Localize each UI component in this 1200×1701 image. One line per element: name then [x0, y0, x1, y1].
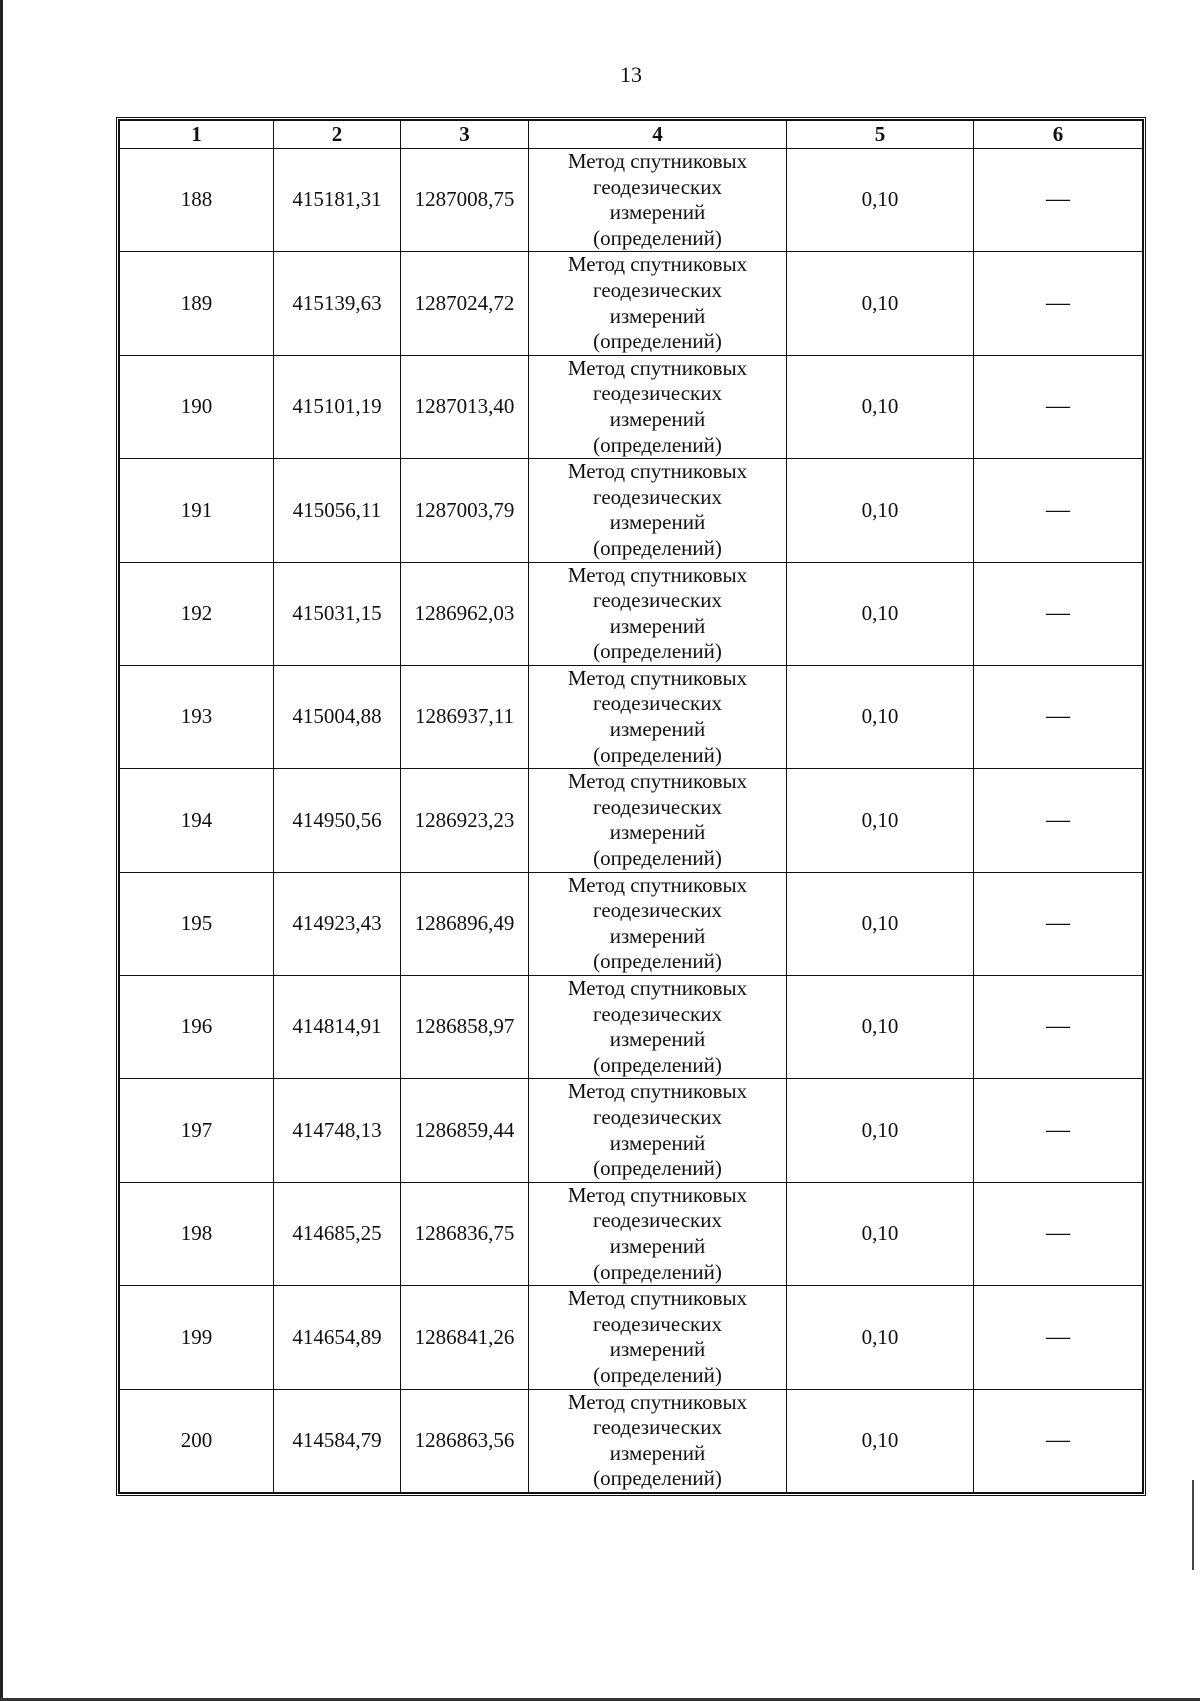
table-row — [120, 1286, 1143, 1389]
table-row — [120, 872, 1143, 975]
y-coordinate-cell: 1286937,11 — [401, 665, 529, 768]
x-coordinate-cell: 415181,31 — [274, 149, 401, 252]
y-coordinate-cell: 1287013,40 — [401, 355, 529, 458]
table-row — [120, 769, 1143, 872]
point-number-cell: 198 — [120, 1182, 274, 1285]
y-coordinate-cell: 1286863,56 — [401, 1389, 529, 1492]
method-line: Метод спутниковых — [567, 872, 748, 897]
table-body — [120, 149, 1143, 1493]
note-cell: — — [974, 769, 1143, 872]
note-cell: — — [974, 1182, 1143, 1285]
method-line: Метод спутниковых — [567, 459, 748, 484]
table-row — [120, 252, 1143, 355]
header-cell-1: 1 — [120, 121, 274, 149]
method-line: (определений) — [593, 535, 722, 560]
method-cell — [529, 562, 787, 665]
method-line: геодезических — [592, 381, 722, 406]
point-number-cell: 195 — [120, 872, 274, 975]
method-line: геодезических — [592, 794, 722, 819]
method-line: Метод спутниковых — [567, 355, 748, 380]
y-coordinate-cell: 1286923,23 — [401, 769, 529, 872]
x-coordinate-cell: 415139,63 — [274, 252, 401, 355]
y-coordinate-cell: 1287024,72 — [401, 252, 529, 355]
x-coordinate-cell: 415056,11 — [274, 459, 401, 562]
method-line: (определений) — [593, 329, 722, 354]
table-row — [120, 1389, 1143, 1492]
note-cell: — — [974, 1389, 1143, 1492]
method-line: (определений) — [593, 1362, 722, 1387]
method-line: измерений — [609, 923, 706, 948]
accuracy-cell: 0,10 — [787, 149, 974, 252]
point-number-cell: 197 — [120, 1079, 274, 1182]
method-line: (определений) — [593, 432, 722, 457]
method-line: (определений) — [593, 949, 722, 974]
table-row — [120, 459, 1143, 562]
accuracy-cell: 0,10 — [787, 976, 974, 1079]
method-cell — [529, 459, 787, 562]
accuracy-cell: 0,10 — [787, 562, 974, 665]
x-coordinate-cell: 415101,19 — [274, 355, 401, 458]
table-row — [120, 976, 1143, 1079]
point-number-cell: 199 — [120, 1286, 274, 1389]
method-line: измерений — [609, 1027, 706, 1052]
note-cell: — — [974, 355, 1143, 458]
point-number-cell: 193 — [120, 665, 274, 768]
y-coordinate-cell: 1286896,49 — [401, 872, 529, 975]
x-coordinate-cell: 414685,25 — [274, 1182, 401, 1285]
accuracy-cell: 0,10 — [787, 1286, 974, 1389]
point-number-cell: 196 — [120, 976, 274, 1079]
header-cell-6: 6 — [974, 121, 1143, 149]
point-number-cell: 189 — [120, 252, 274, 355]
method-line: измерений — [609, 717, 706, 742]
method-cell — [529, 1286, 787, 1389]
accuracy-cell: 0,10 — [787, 769, 974, 872]
method-line: измерений — [609, 200, 706, 225]
accuracy-cell: 0,10 — [787, 1182, 974, 1285]
point-number-cell: 200 — [120, 1389, 274, 1492]
note-cell: — — [974, 562, 1143, 665]
header-cell-5: 5 — [787, 121, 974, 149]
note-cell: — — [974, 149, 1143, 252]
method-line: геодезических — [592, 1104, 722, 1129]
method-line: геодезических — [592, 1001, 722, 1026]
accuracy-cell: 0,10 — [787, 1389, 974, 1492]
method-line: измерений — [609, 613, 706, 638]
method-cell — [529, 149, 787, 252]
method-line: измерений — [609, 406, 706, 431]
accuracy-cell: 0,10 — [787, 1079, 974, 1182]
x-coordinate-cell: 414748,13 — [274, 1079, 401, 1182]
method-cell — [529, 355, 787, 458]
method-cell — [529, 976, 787, 1079]
method-line: (определений) — [593, 742, 722, 767]
method-line: измерений — [609, 820, 706, 845]
method-line: измерений — [609, 1337, 706, 1362]
method-line: (определений) — [593, 1259, 722, 1284]
y-coordinate-cell: 1287003,79 — [401, 459, 529, 562]
method-cell — [529, 1389, 787, 1492]
y-coordinate-cell: 1286841,26 — [401, 1286, 529, 1389]
accuracy-cell: 0,10 — [787, 872, 974, 975]
y-coordinate-cell: 1286962,03 — [401, 562, 529, 665]
note-cell: — — [974, 252, 1143, 355]
method-line: Метод спутниковых — [567, 769, 748, 794]
method-line: геодезических — [592, 174, 722, 199]
method-cell — [529, 769, 787, 872]
accuracy-cell: 0,10 — [787, 459, 974, 562]
method-line: Метод спутниковых — [567, 1079, 748, 1104]
point-number-cell: 192 — [120, 562, 274, 665]
method-line: геодезических — [592, 277, 722, 302]
method-line: Метод спутниковых — [567, 1182, 748, 1207]
x-coordinate-cell: 414654,89 — [274, 1286, 401, 1389]
page-number: 13 — [620, 62, 642, 87]
method-line: измерений — [609, 1440, 706, 1465]
method-cell — [529, 872, 787, 975]
accuracy-cell: 0,10 — [787, 665, 974, 768]
note-cell: — — [974, 665, 1143, 768]
y-coordinate-cell: 1287008,75 — [401, 149, 529, 252]
method-line: Метод спутниковых — [567, 1389, 748, 1414]
method-line: геодезических — [592, 484, 722, 509]
table-row — [120, 149, 1143, 252]
method-line: геодезических — [592, 1311, 722, 1336]
method-cell — [529, 1182, 787, 1285]
point-number-cell: 194 — [120, 769, 274, 872]
coordinates-table — [119, 120, 1143, 1493]
method-line: Метод спутниковых — [567, 252, 748, 277]
method-line: Метод спутниковых — [567, 976, 748, 1000]
method-line: (определений) — [593, 225, 722, 250]
x-coordinate-cell: 414923,43 — [274, 872, 401, 975]
header-cell-3: 3 — [401, 121, 529, 149]
method-line: Метод спутниковых — [567, 1286, 748, 1311]
method-cell — [529, 252, 787, 355]
note-cell: — — [974, 459, 1143, 562]
method-line: Метод спутниковых — [567, 665, 748, 690]
method-line: Метод спутниковых — [567, 562, 748, 587]
note-cell: — — [974, 1079, 1143, 1182]
y-coordinate-cell: 1286858,97 — [401, 976, 529, 1079]
x-coordinate-cell: 414584,79 — [274, 1389, 401, 1492]
header-cell-4: 4 — [529, 121, 787, 149]
y-coordinate-cell: 1286859,44 — [401, 1079, 529, 1182]
accuracy-cell: 0,10 — [787, 355, 974, 458]
header-row — [120, 121, 1143, 149]
method-cell — [529, 1079, 787, 1182]
method-line: (определений) — [593, 1466, 722, 1491]
x-coordinate-cell: 414814,91 — [274, 976, 401, 1079]
table-row — [120, 1182, 1143, 1285]
coordinates-table-frame — [116, 117, 1146, 1496]
method-line: геодезических — [592, 588, 722, 613]
note-cell: — — [974, 976, 1143, 1079]
point-number-cell: 190 — [120, 355, 274, 458]
point-number-cell: 188 — [120, 149, 274, 252]
method-line: (определений) — [593, 846, 722, 871]
method-line: измерений — [609, 1233, 706, 1258]
method-line: (определений) — [593, 1156, 722, 1181]
method-line: геодезических — [592, 1208, 722, 1233]
table-row — [120, 355, 1143, 458]
x-coordinate-cell: 415031,15 — [274, 562, 401, 665]
y-coordinate-cell: 1286836,75 — [401, 1182, 529, 1285]
method-line: измерений — [609, 510, 706, 535]
table-row — [120, 665, 1143, 768]
method-line: геодезических — [592, 898, 722, 923]
method-line: измерений — [609, 303, 706, 328]
method-line: геодезических — [592, 1415, 722, 1440]
method-line: (определений) — [593, 1052, 722, 1077]
method-cell — [529, 665, 787, 768]
accuracy-cell: 0,10 — [787, 252, 974, 355]
scan-border-left — [0, 0, 3, 1701]
method-line: геодезических — [592, 691, 722, 716]
table-row — [120, 1079, 1143, 1182]
x-coordinate-cell: 415004,88 — [274, 665, 401, 768]
method-line: измерений — [609, 1130, 706, 1155]
method-line: (определений) — [593, 639, 722, 664]
point-number-cell: 191 — [120, 459, 274, 562]
table-row — [120, 562, 1143, 665]
scan-border-right — [1192, 1480, 1194, 1570]
note-cell: — — [974, 872, 1143, 975]
method-line: Метод спутниковых — [567, 149, 748, 173]
note-cell: — — [974, 1286, 1143, 1389]
header-cell-2: 2 — [274, 121, 401, 149]
x-coordinate-cell: 414950,56 — [274, 769, 401, 872]
